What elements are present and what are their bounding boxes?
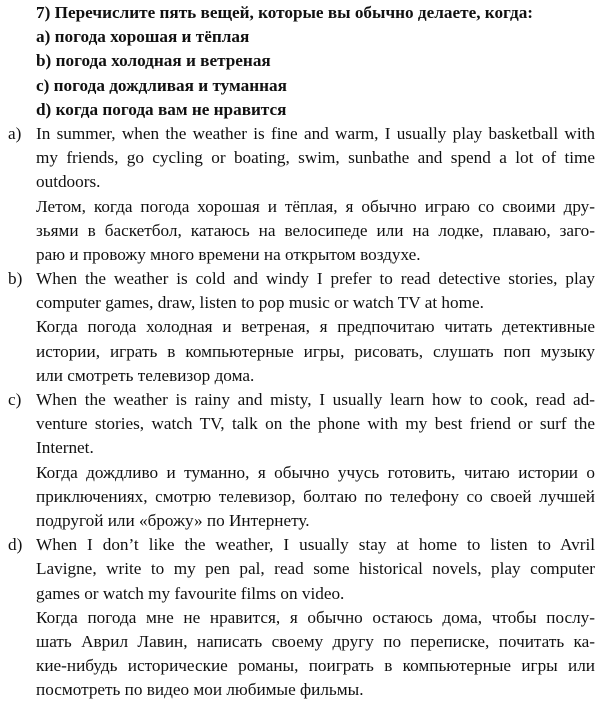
english-paragraph <box>36 122 595 195</box>
text-line: приключениях, смотрю телевизор, болтаю по телефону со своей лучшей <box>36 486 595 506</box>
answer-label: a) <box>8 123 22 143</box>
text-line: Internet. <box>36 438 94 458</box>
text-line: Когда дождливо и туманно, я обычно учусь готовить, читаю истории о <box>36 462 595 482</box>
english-paragraph <box>36 267 595 315</box>
text-line: или смотреть телевизор дома. <box>36 365 255 385</box>
exercise-title: 7) Перечислите пять вещей, которые вы обычно делаете, когда: <box>36 3 534 22</box>
heading-option: d) когда погода вам не нравится <box>36 99 287 119</box>
text-line: раю и провожу много времени на открытом воздухе. <box>36 244 421 264</box>
text-line: In summer, when the weather is fine and warm, I usually play basketball with <box>36 123 595 143</box>
text-line: venture stories, watch TV, talk on the phone with my best friend or surf the <box>36 414 595 434</box>
answer-item <box>0 267 610 388</box>
answer-text <box>36 533 595 702</box>
text-line: my friends, go cycling or boating, swim, sunbathe and spend a lot of time <box>36 148 595 168</box>
russian-paragraph <box>36 315 595 388</box>
text-line: подругой или «брожу» по Интернету. <box>36 510 310 530</box>
answer-label: b) <box>8 269 23 289</box>
answer-text <box>36 267 595 388</box>
text-line: Когда погода холодная и ветреная, я предпочитаю читать детективные <box>36 317 595 337</box>
exercise-heading <box>0 1 610 122</box>
text-line: games or watch my favourite films on video. <box>36 583 345 603</box>
text-line: computer games, draw, listen to pop music or watch TV at home. <box>36 293 484 313</box>
russian-paragraph <box>36 195 595 268</box>
text-line: кие-нибудь исторические романы, поиграть в компьютерные игры или <box>36 656 595 676</box>
text-line: посмотреть по видео мои любимые фильмы. <box>36 680 364 700</box>
answer-item <box>0 533 610 702</box>
answer-label: d) <box>8 535 23 555</box>
text-line: зьями в баскетбол, катаюсь на велосипеде или на лодке, плаваю, заго- <box>36 220 595 240</box>
text-line: Летом, когда погода хорошая и тёплая, я обычно играю со своими дру- <box>36 196 595 216</box>
english-paragraph <box>36 388 595 461</box>
text-line: Когда погода мне не нравится, я обычно остаюсь дома, чтобы послу- <box>36 607 595 627</box>
russian-paragraph <box>36 461 595 534</box>
text-line: When the weather is rainy and misty, I usually learn how to cook, read ad- <box>36 390 595 409</box>
text-line: When I don’t like the weather, I usually stay at home to listen to Avril <box>36 535 595 555</box>
text-line: outdoors. <box>36 172 101 192</box>
heading-option: с) погода дождливая и туманная <box>36 75 287 95</box>
answers-list <box>0 122 610 702</box>
text-line: истории, играть в компьютерные игры, рисовать, слушать поп музыку <box>36 341 595 361</box>
english-paragraph <box>36 533 595 606</box>
text-line: When the weather is cold and windy I prefer to read detective stories, play <box>36 269 595 289</box>
heading-option: а) погода хорошая и тёплая <box>36 27 250 47</box>
text-line: шать Аврил Лавин, написать своему другу по переписке, почитать ка- <box>36 631 595 651</box>
answer-item <box>0 388 610 533</box>
answer-item <box>0 122 610 267</box>
russian-paragraph <box>36 606 595 702</box>
text-line: Lavigne, write to my pen pal, read some historical novels, play computer <box>36 559 595 579</box>
heading-option: b) погода холодная и ветреная <box>36 51 271 71</box>
answer-text <box>36 122 595 267</box>
answer-text <box>36 388 595 533</box>
answer-label: c) <box>8 390 22 409</box>
